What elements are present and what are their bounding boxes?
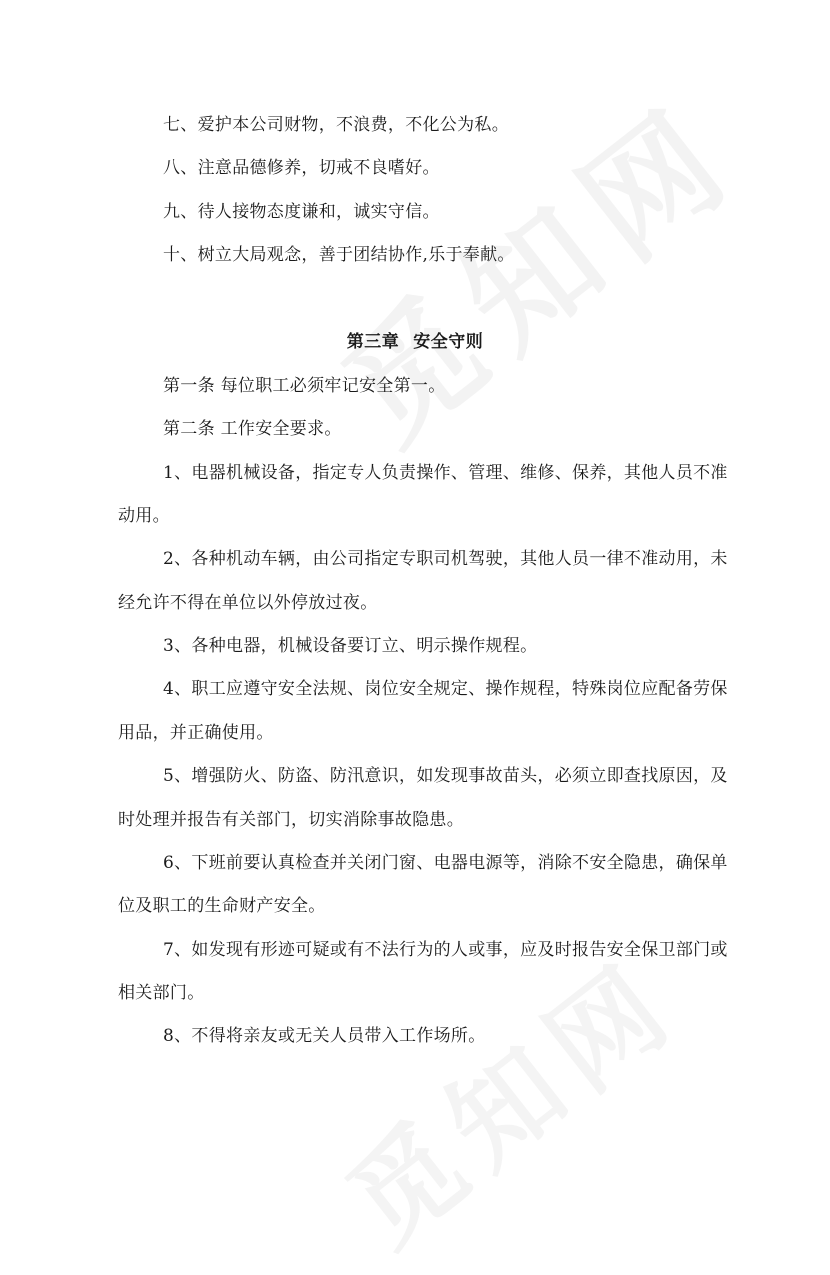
chapter-title: 安全守则: [413, 332, 484, 352]
conduct-item-8: 八、注意品德修养，切戒不良嗜好。: [163, 158, 440, 178]
article-2: 第二条 工作安全要求。: [163, 419, 342, 439]
chapter-number: 第三章: [346, 332, 400, 352]
article-1: 第一条 每位职工必须牢记安全第一。: [163, 376, 446, 396]
rule-7-line-1: 7、如发现有形迹可疑或有不法行为的人或事，应及时报告安全保卫部门或: [163, 940, 728, 960]
rule-2-line-1: 2、各种机动车辆，由公司指定专职司机驾驶，其他人员一律不准动用，未: [163, 549, 728, 569]
chapter-heading: [0, 331, 830, 353]
rule-6-line-1: 6、下班前要认真检查并关闭门窗、电器电源等，消除不安全隐患，确保单: [163, 853, 728, 873]
watermark-bottom: [310, 917, 705, 1274]
rule-6-line-2: 位及职工的生命财产安全。: [118, 896, 326, 916]
conduct-item-7: 七、爱护本公司财物，不浪费，不化公为私。: [163, 115, 509, 135]
rule-1-line-2: 动用。: [118, 506, 170, 526]
rule-5-line-2: 时处理并报告有关部门，切实消除事故隐患。: [118, 810, 464, 830]
rule-7-line-2: 相关部门。: [118, 983, 205, 1003]
rule-2-line-2: 经允许不得在单位以外停放过夜。: [118, 593, 378, 613]
rule-3-line-1: 3、各种电器，机械设备要订立、明示操作规程。: [163, 636, 538, 656]
rule-4-line-2: 用品，并正确使用。: [118, 723, 274, 743]
rule-5-line-1: 5、增强防火、防盗、防汛意识，如发现事故苗头，必须立即查找原因，及: [163, 766, 728, 786]
conduct-item-10: 十、树立大局观念，善于团结协作,乐于奉献。: [163, 245, 515, 265]
rule-4-line-1: 4、职工应遵守安全法规、岗位安全规定、操作规程，特殊岗位应配备劳保: [163, 679, 728, 699]
conduct-item-9: 九、待人接物态度谦和，诚实守信。: [163, 202, 440, 222]
rule-8-line-1: 8、不得将亲友或无关人员带入工作场所。: [163, 1026, 486, 1046]
rule-1-line-1: 1、电器机械设备，指定专人负责操作、管理、维修、保养，其他人员不准: [163, 463, 728, 483]
